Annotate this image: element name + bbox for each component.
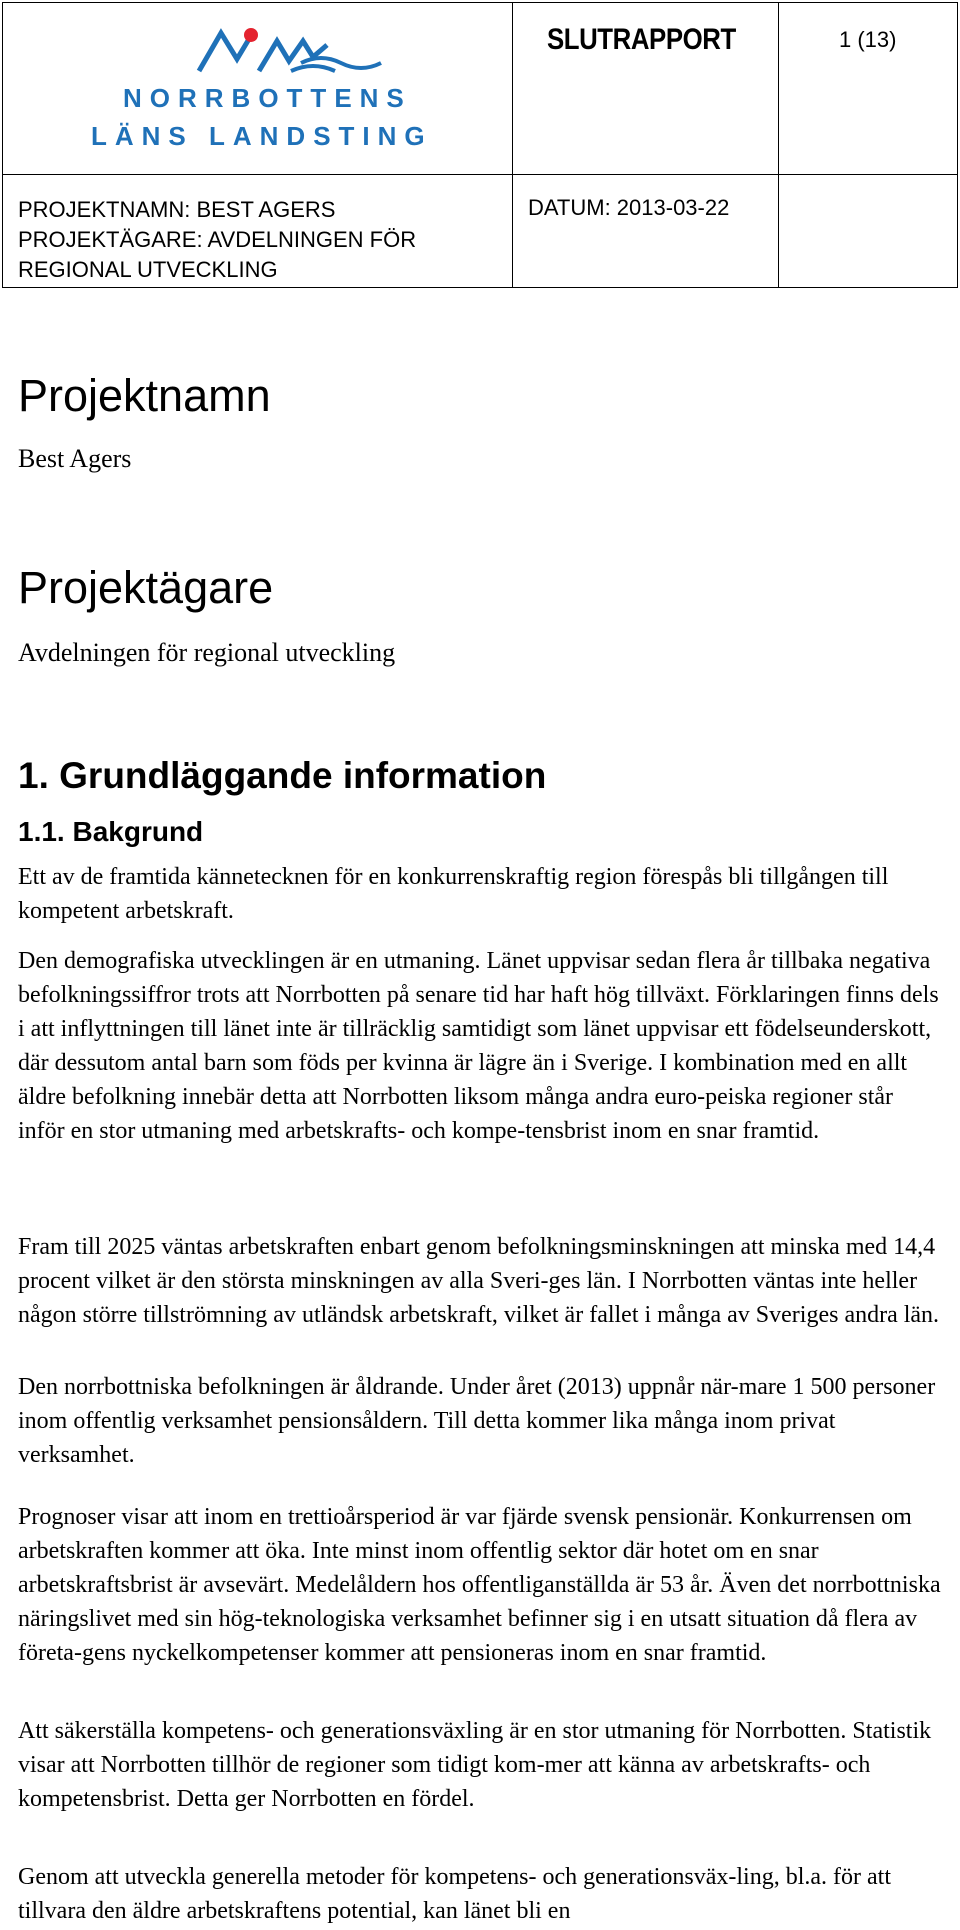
section-1-1-heading: 1.1. Bakgrund [18, 816, 204, 847]
report-type: SLUTRAPPORT [547, 23, 736, 56]
paragraph-4: Den norrbottniska befolkningen är åldrande. Under året (2013) uppnår när-mare 1 500 personer inom offentlig verksamhet pensionsåldern. Till detta kommer lika många inom privat verksamhet. [18, 1374, 936, 1468]
document-header [2, 2, 958, 288]
paragraph-2: Den demografiska utvecklingen är en utmaning. Länet uppvisar sedan flera år tillbaka negativa befolkningssiffror trots att Norrbotten på senare tid har haft hög tillväxt. Förklaringen finns dels i att inflyttningen till länet inte är tillräcklig samtidigt som länet uppvisar ett födelseunderskott, där dessutom antal barn som föds per kvinna är lägre än i Sverige. I kombination med en allt äldre befolkning innebär detta att Norrbotten liksom många andra euro-peiska regioner står inför en stor utmaning med arbetskrafts- och kompe-tensbrist inom en snar framtid. [18, 948, 939, 1144]
project-owner-line2: REGIONAL UTVECKLING [18, 257, 278, 282]
date-cell [513, 175, 779, 288]
page-number: 1 (13) [839, 27, 897, 52]
project-meta [18, 195, 416, 285]
paragraph-3: Fram till 2025 väntas arbetskraften enbart genom befolkningsminskningen att minska med 14,4 procent vilket är den största minskningen av alla Sveri-ges län. I Norrbotten väntas inte heller någon större tillströmning av utländsk arbetskraft, vilket är fallet i många av Sveriges andra län. [18, 1234, 940, 1328]
project-owner-heading: Projektägare [18, 562, 274, 613]
project-info-cell [3, 175, 513, 288]
project-name-heading: Projektnamn [18, 370, 271, 421]
project-name-value: Best Agers [18, 444, 132, 473]
paragraph-1: Ett av de framtida kännetecknen för en konkurrenskraftig region förespås bli tillgången till kompetent arbetskraft. [18, 864, 889, 924]
paragraph-5: Prognoser visar att inom en trettioårsperiod är var fjärde svensk pensionär. Konkurrensen om arbetskraften kommer att öka. Inte minst inom offentlig sektor där hotet om en snar arbetskraftsbrist är avsevärt. Medelåldern hos offentliganställda är 53 år. Även det norrbottniska näringslivet med sin hög-teknologiska verksamhet befinner sig i en utsatt situation då flera av företa-gens nyckelkompetenser kommer att pensioneras inom en snar framtid. [18, 1504, 941, 1666]
paragraph-7: Genom att utveckla generella metoder för kompetens- och generationsväx-ling, bl.a. för att tillvara den äldre arbetskraftens potential, kan länet bli en [18, 1864, 892, 1924]
project-owner-line1: PROJEKTÄGARE: AVDELNINGEN FÖR [18, 227, 417, 252]
page-number-cell [779, 3, 958, 175]
project-owner-value: Avdelningen för regional utveckling [18, 638, 396, 667]
project-name-line: PROJEKTNAMN: BEST AGERS [18, 197, 336, 222]
logo-cell [3, 3, 513, 175]
document-date: DATUM: 2013-03-22 [528, 195, 730, 220]
section-1-heading: 1. Grundläggande information [18, 755, 547, 796]
empty-cell [779, 175, 958, 288]
logo-text-line1: NORRBOTTENS [123, 83, 412, 113]
paragraph-6: Att säkerställa kompetens- och generationsväxling är en stor utmaning för Norrbotten. Statistik visar att Norrbotten tillhör de regioner som tidigt kom-mer att känna av arbetskrafts- och kompetensbrist. Detta ger Norrbotten en fördel. [18, 1718, 932, 1812]
logo-text-line2: LÄNS LANDSTING [91, 121, 433, 151]
logo-icon [91, 25, 431, 80]
report-type-cell [513, 3, 779, 175]
